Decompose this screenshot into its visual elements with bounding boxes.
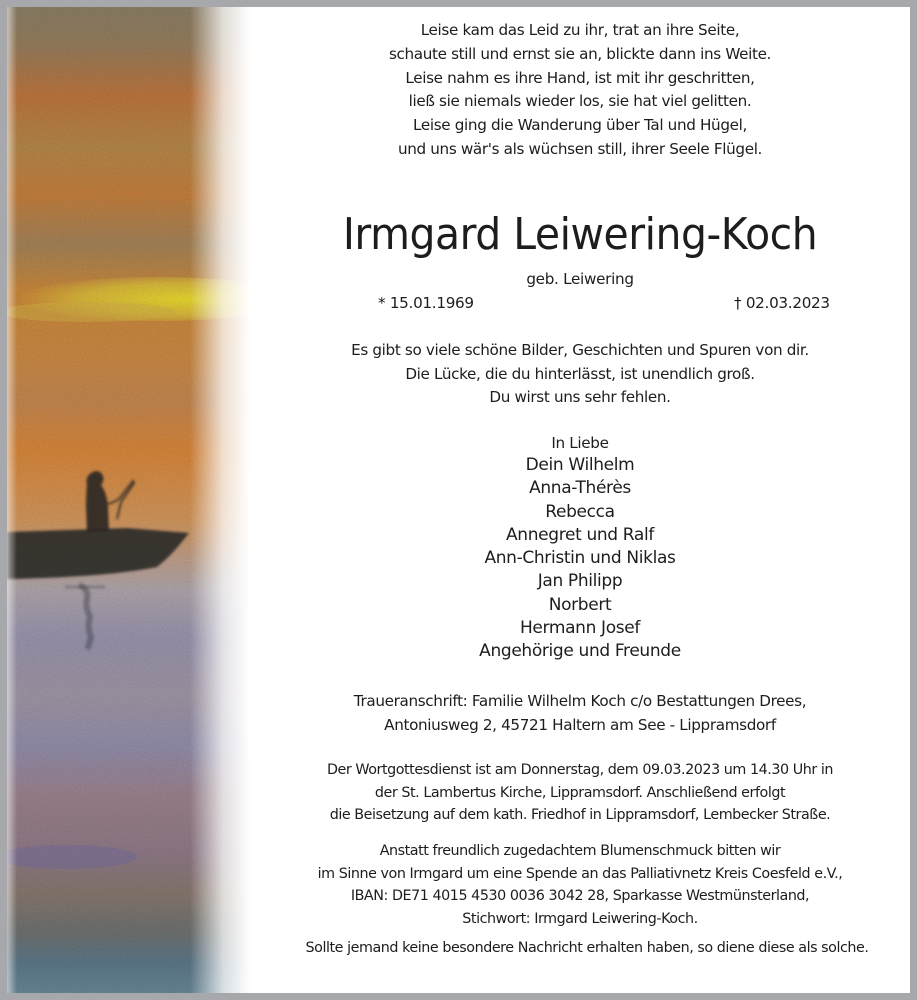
donation-line: IBAN: DE71 4015 4530 0036 3042 28, Sparkasse Westmünsterland, — [350, 888, 810, 905]
family-member: Norbert — [548, 594, 612, 615]
poem-line: Leise ging die Wanderung über Tal und Hügel, — [413, 116, 747, 135]
family-member: Jan Philipp — [537, 571, 623, 592]
obituary-text-column — [250, 7, 910, 993]
tribute-line: Die Lücke, die du hinterlässt, ist unendlich groß. — [405, 364, 755, 383]
tribute-line: Du wirst uns sehr fehlen. — [489, 388, 671, 407]
poem-line: Leise nahm es ihre Hand, ist mit ihr geschritten, — [405, 68, 755, 87]
family-member: Dein Wilhelm — [525, 455, 635, 475]
deceased-name: Irmgard Leiwering-Koch — [342, 209, 818, 260]
painting-right-fade — [190, 7, 250, 993]
family-member: Angehörige und Freunde — [479, 641, 681, 662]
closing-note: Sollte jemand keine besondere Nachricht erhalten haben, so diene diese als solche. — [305, 940, 869, 956]
service-details — [250, 759, 910, 827]
death-date: † 02.03.2023 — [734, 294, 830, 312]
address-line: Traueranschrift: Familie Wilhelm Koch c/o Bestattungen Drees, — [353, 692, 807, 710]
life-dates — [250, 292, 910, 314]
family-lead: In Liebe — [551, 434, 609, 452]
service-line: die Beisetzung auf dem kath. Friedhof in Lippramsdorf, Lembecker Straße. — [329, 807, 831, 824]
donation-line: Stichwort: Irmgard Leiwering-Koch. — [462, 911, 698, 928]
address-line: Antoniusweg 2, 45721 Haltern am See - Lippramsdorf — [384, 715, 776, 734]
service-line: Der Wortgottesdienst ist am Donnerstag, dem 09.03.2023 um 14.30 Uhr in — [326, 762, 834, 778]
poem — [250, 19, 910, 162]
donation-line: im Sinne von Irmgard um eine Spende an das Palliativnetz Kreis Coesfeld e.V., — [317, 865, 843, 882]
family-member: Anna-Thérès — [529, 478, 631, 499]
service-line: der St. Lambertus Kirche, Lippramsdorf. Anschließend erfolgt — [374, 784, 786, 801]
donation-line: Anstatt freundlich zugedachtem Blumenschmuck bitten wir — [379, 843, 781, 859]
poem-line: ließ sie niemals wieder los, sie hat viel gelitten. — [408, 92, 752, 111]
mourning-address — [250, 690, 910, 738]
poem-line: und uns wär's als wüchsen still, ihrer Seele Flügel. — [397, 139, 763, 158]
family-member: Rebecca — [545, 501, 615, 522]
tribute-text — [250, 339, 910, 410]
poem-line: Leise kam das Leid zu ihr, trat an ihre Seite, — [420, 21, 740, 39]
donation-request — [250, 840, 910, 931]
family-member: Annegret und Ralf — [506, 524, 654, 545]
birth-date: * 15.01.1969 — [378, 294, 474, 312]
obituary-card — [7, 7, 910, 993]
sunset-boat-painting — [7, 7, 250, 993]
poem-line: schaute still und ernst sie an, blickte dann ins Weite. — [388, 44, 772, 63]
family-member: Ann-Christin und Niklas — [484, 548, 676, 569]
family-member: Hermann Josef — [519, 618, 641, 639]
mourners-list — [250, 432, 910, 664]
tribute-line: Es gibt so viele schöne Bilder, Geschichten und Spuren von dir. — [351, 341, 809, 359]
painting-left-fade — [7, 7, 17, 993]
birth-name: geb. Leiwering — [526, 270, 634, 288]
